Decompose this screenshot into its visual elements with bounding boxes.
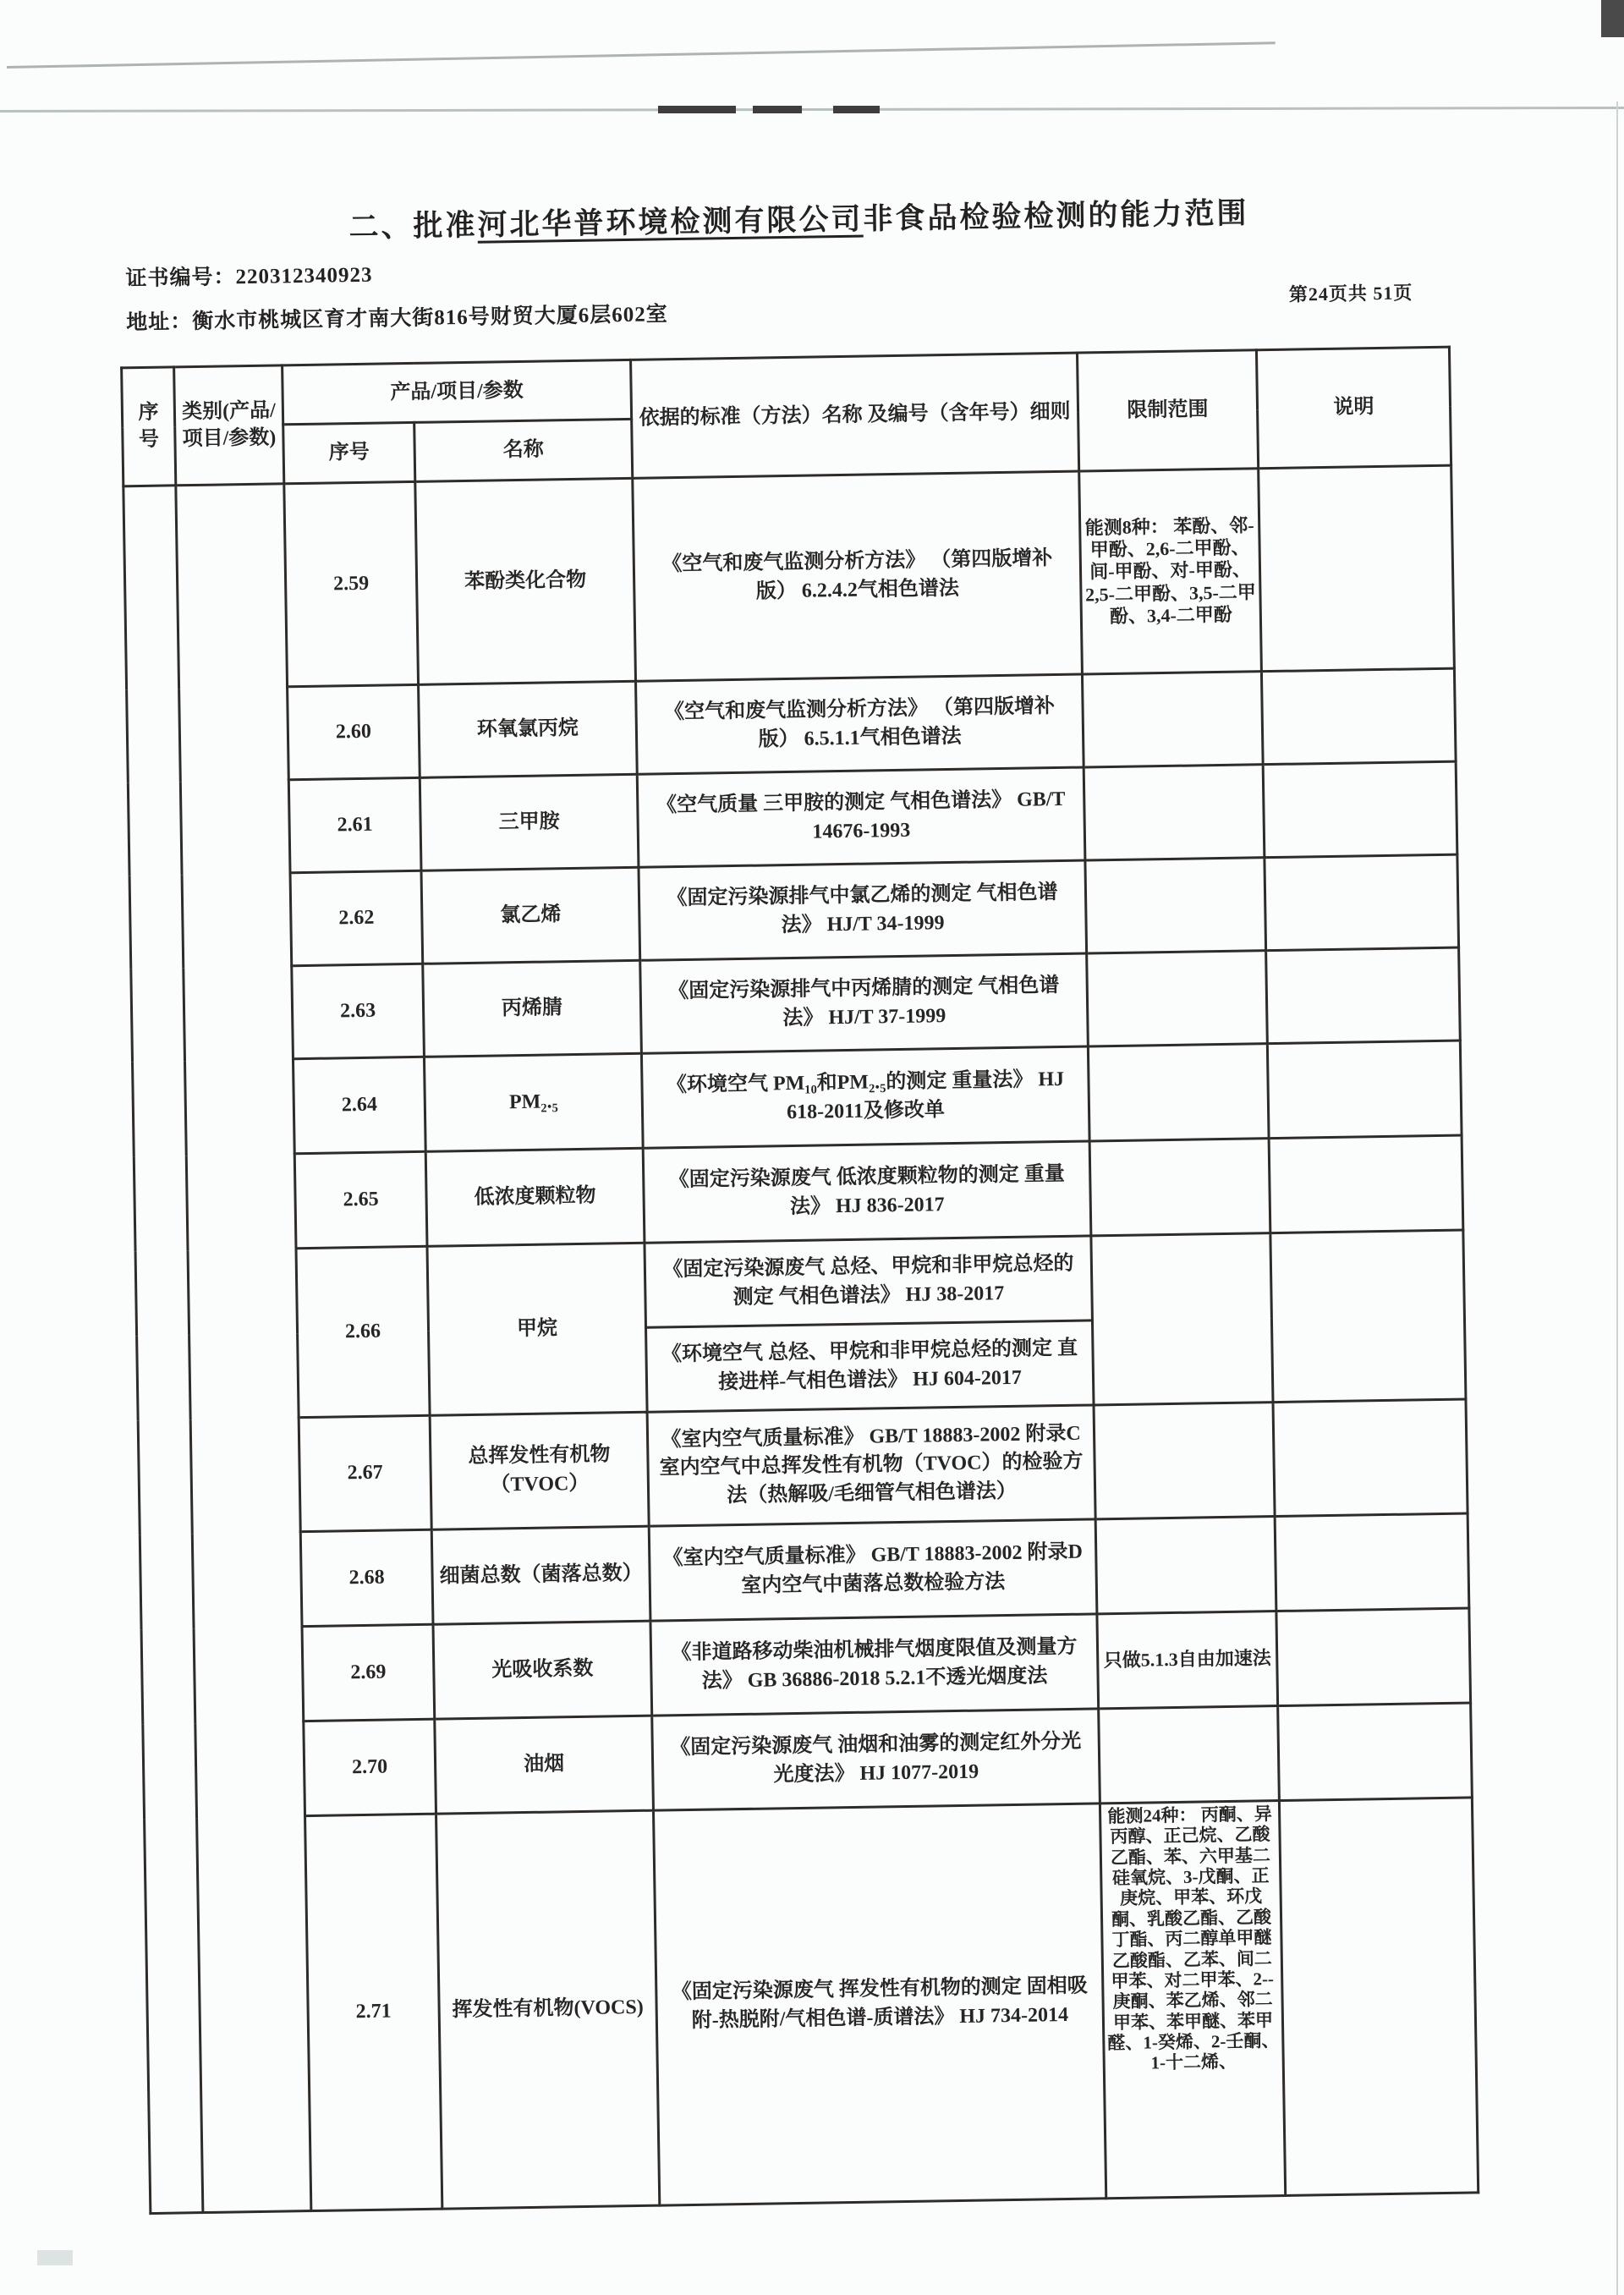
title-prefix: 二、批准: [348, 208, 478, 244]
cell-product-name: 环氧氯丙烷: [419, 681, 638, 777]
cell-product-name: 低浓度颗粒物: [425, 1148, 645, 1246]
cell-product-name: PM₂.₅: [424, 1053, 643, 1151]
cell-product-name: 苯酚类化合物: [415, 478, 636, 684]
cell-note: [1270, 1230, 1466, 1403]
cell-standard: 《室内空气质量标准》 GB/T 18883-2002 附录C 室内空气中总挥发性有机物（TVOC）的检验方法（热解吸/毛细管气相色谱法）: [647, 1405, 1095, 1526]
cell-product-seq: 2.60: [288, 684, 420, 779]
header-product-seq: 序号: [283, 422, 415, 483]
cell-standard: 《固定污染源废气 低浓度颗粒物的测定 重量法》 HJ 836-2017: [643, 1141, 1091, 1243]
cell-product-seq: 2.65: [294, 1151, 427, 1248]
cell-limit-scope: [1099, 1706, 1280, 1804]
cell-product-name: 三甲胺: [420, 774, 639, 870]
cell-product-seq: 2.69: [302, 1624, 435, 1721]
cell-standard: 《固定污染源排气中丙烯腈的测定 气相色谱法》 HJ/T 37-1999: [640, 953, 1089, 1053]
cell-limit-scope: 只做5.1.3自由加速法: [1097, 1611, 1278, 1709]
cell-product-name: 氯乙烯: [421, 867, 640, 964]
cell-product-seq: 2.70: [304, 1719, 436, 1815]
cell-limit-scope: [1084, 765, 1265, 860]
header-limit: 限制范围: [1077, 350, 1258, 471]
capability-table: [120, 346, 1479, 2215]
cell-note: [1267, 1040, 1462, 1139]
cell-product-name: 光吸收系数: [433, 1621, 652, 1719]
cell-limit-scope: [1089, 1139, 1270, 1236]
cell-standard: 《环境空气 PM₁₀和PM₂.₅的测定 重量法》 HJ 618-2011及修改单: [641, 1046, 1089, 1148]
cell-note: [1265, 854, 1459, 951]
cell-product-seq: 2.61: [288, 777, 421, 872]
cell-note: [1279, 1798, 1478, 2196]
cell-product-seq: 2.66: [296, 1246, 430, 1417]
header-note: 说明: [1256, 347, 1451, 469]
cell-note: [1276, 1608, 1471, 1706]
header-product-group: 产品/项目/参数: [283, 360, 632, 424]
cell-product-seq: 2.71: [305, 1814, 442, 2210]
cell-standard: 《非道路移动柴油机械排气烟度限值及测量方法》 GB 36886-2018 5.2.1不透光烟度法: [650, 1614, 1099, 1716]
cell-product-name: 细菌总数（菌落总数）: [431, 1526, 650, 1624]
cell-limit-scope: [1094, 1403, 1275, 1519]
header-category: 类别(产品/项目/参数): [174, 365, 284, 486]
cell-note: [1261, 668, 1456, 765]
cell-limit-scope: [1087, 951, 1268, 1046]
address-value: 衡水市桃城区育才南大街816号财贸大厦6层602室: [192, 303, 668, 334]
certificate-number: 220312340923: [235, 263, 373, 289]
cell-standard: 《空气和废气监测分析方法》 （第四版增补版） 6.2.4.2气相色谱法: [633, 471, 1083, 681]
cell-limit-scope: 能测24种： 丙酮、异丙醇、正己烷、乙酸乙酯、苯、六甲基二硅氧烷、3-戊酮、正庚烷、甲苯、环戊酮、乳酸乙酯、乙酸丁酯、丙二醇单甲醚乙酸酯、乙苯、间二甲苯、对二甲苯、2--庚酮、苯乙烯、邻二甲苯、苯甲醚、苯甲醛、1-癸烯、2-壬酮、1-十二烯、: [1100, 1801, 1285, 2199]
address-label: 地址：: [126, 310, 193, 335]
cell-product-seq: 2.59: [284, 481, 419, 686]
title-suffix: 非食品检验检测的能力范围: [863, 196, 1249, 236]
cell-product-name: 丙烯腈: [423, 960, 642, 1057]
cell-standard: 《固定污染源废气 总烃、甲烷和非甲烷总烃的测定 气相色谱法》 HJ 38-2017: [645, 1236, 1093, 1327]
cell-product-seq: 2.67: [299, 1415, 431, 1531]
address-line: [126, 297, 668, 336]
certificate-label: 证书编号：: [125, 266, 236, 291]
header-standard: 依据的标准（方法）名称 及编号（含年号）细则: [631, 353, 1079, 478]
table-header: [122, 347, 1451, 486]
table-row: [123, 465, 1455, 689]
page-title: [0, 184, 1611, 252]
cell-product-name: 甲烷: [427, 1243, 647, 1415]
cell-note: [1273, 1399, 1468, 1517]
cell-product-name: 油烟: [435, 1716, 654, 1814]
cell-note: [1275, 1513, 1469, 1611]
cell-standard: 《空气和废气监测分析方法》 （第四版增补版） 6.5.1.1气相色谱法: [636, 674, 1084, 774]
cell-product-seq: 2.68: [300, 1529, 433, 1626]
cell-standard: 《固定污染源废气 挥发性有机物的测定 固相吸附-热脱附/气相色谱-质谱法》 HJ 734-2014: [653, 1804, 1106, 2205]
cell-product-name: 总挥发性有机物（TVOC）: [430, 1412, 649, 1529]
cell-standard: 《空气质量 三甲胺的测定 气相色谱法》 GB/T 14676-1993: [637, 767, 1085, 867]
cell-product-seq: 2.63: [292, 964, 425, 1058]
cell-standard: 《固定污染源废气 油烟和油雾的测定红外分光光度法》 HJ 1077-2019: [652, 1709, 1100, 1810]
cell-note: [1269, 1135, 1463, 1233]
cell-standard: 《室内空气质量标准》 GB/T 18883-2002 附录D 室内空气中菌落总数检验方法: [649, 1519, 1097, 1621]
cell-limit-scope: [1085, 858, 1266, 953]
cell-standard: 《固定污染源排气中氯乙烯的测定 气相色谱法》 HJ/T 34-1999: [639, 860, 1087, 960]
cell-note: [1259, 465, 1455, 672]
cell-limit-scope: [1082, 672, 1263, 767]
cell-standard: 《环境空气 总烃、甲烷和非甲烷总烃的测定 直接进样-气相色谱法》 HJ 604-2017: [646, 1320, 1095, 1412]
page-number: 第24页共 51页: [1288, 282, 1413, 305]
table-row: [145, 1798, 1479, 2214]
cell-product-name: 挥发性有机物(VOCS): [436, 1810, 660, 2209]
title-company-name: 河北华普环境检测有限公司: [477, 202, 864, 242]
certificate-number-line: [125, 258, 373, 293]
cell-limit-scope: [1088, 1044, 1269, 1141]
cell-note: [1266, 947, 1461, 1044]
cell-product-seq: 2.62: [290, 870, 423, 965]
table-row: [138, 1399, 1468, 1535]
cell-note: [1278, 1703, 1473, 1801]
cell-limit-scope: 能测8种： 苯酚、邻-甲酚、2,6-二甲酚、间-甲酚、对-甲酚、2,5-二甲酚、3,5-二甲酚、3,4-二甲酚: [1079, 469, 1262, 674]
table-body: [123, 465, 1479, 2213]
cell-note: [1263, 761, 1457, 858]
cell-product-seq: 2.64: [293, 1057, 425, 1153]
header-product-name: 名称: [414, 419, 633, 481]
cell-limit-scope: [1091, 1233, 1273, 1405]
cell-limit-scope: [1095, 1517, 1276, 1614]
header-seq: 序号: [122, 367, 176, 486]
